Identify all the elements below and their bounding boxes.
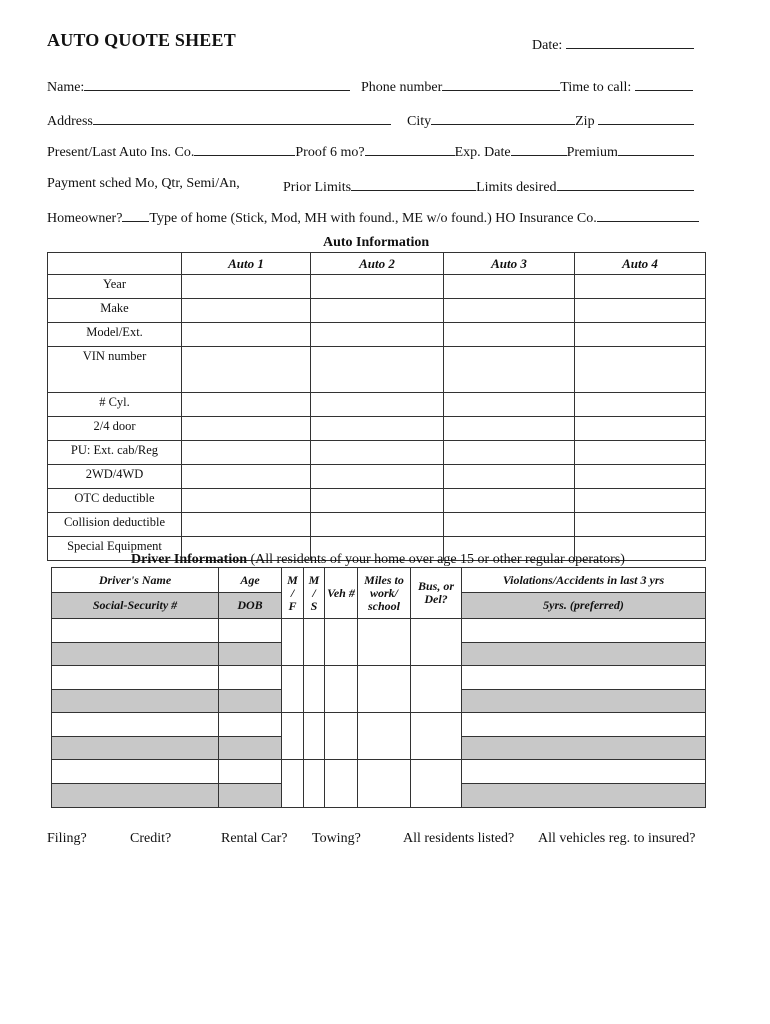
row-label-wd: 2WD/4WD: [48, 465, 182, 489]
bus-cell[interactable]: [410, 665, 462, 713]
auto-cell[interactable]: [311, 513, 444, 537]
proof-line[interactable]: [365, 141, 455, 156]
dob-cell[interactable]: [218, 783, 282, 808]
table-row: [48, 417, 706, 441]
filing-question: Filing?: [47, 831, 87, 846]
ho-insurance-line[interactable]: [597, 207, 699, 222]
five-yrs-cell[interactable]: [461, 783, 706, 808]
date-label: Date:: [532, 38, 563, 53]
age-cell[interactable]: [218, 712, 282, 737]
table-row: [48, 275, 706, 299]
name-line[interactable]: [84, 76, 350, 91]
row-label-pu: PU: Ext. cab/Reg: [48, 441, 182, 465]
mf-cell[interactable]: [281, 618, 304, 666]
driver-info-subtitle: (All residents of your home over age 15 or other regular operators): [250, 552, 625, 567]
bus-cell[interactable]: [410, 618, 462, 666]
auto-1-header: Auto 1: [182, 253, 311, 275]
phone-field[interactable]: [361, 76, 693, 96]
five-yrs-cell[interactable]: [461, 642, 706, 666]
auto-cell[interactable]: [444, 299, 575, 323]
auto-cell[interactable]: [182, 275, 311, 299]
auto-cell[interactable]: [311, 489, 444, 513]
auto-cell[interactable]: [444, 275, 575, 299]
ms-cell[interactable]: [303, 712, 325, 760]
bus-cell[interactable]: [410, 712, 462, 760]
driver-name-cell[interactable]: [51, 618, 219, 643]
driver-name-cell[interactable]: [51, 712, 219, 737]
row-label-collision: Collision deductible: [48, 513, 182, 537]
miles-cell[interactable]: [357, 759, 411, 808]
ssn-header: Social-Security #: [51, 592, 219, 619]
residents-question: All residents listed?: [403, 831, 515, 846]
ssn-cell[interactable]: [51, 783, 219, 808]
auto-cell[interactable]: [444, 393, 575, 417]
driver-info-table: [51, 567, 706, 808]
row-label-model: Model/Ext.: [48, 323, 182, 347]
auto-3-header: Auto 3: [444, 253, 575, 275]
table-row: [48, 441, 706, 465]
table-row: [48, 323, 706, 347]
auto-cell[interactable]: [444, 441, 575, 465]
payment-label: Payment sched Mo, Qtr, Semi/An,: [47, 176, 240, 191]
five-yrs-cell[interactable]: [461, 689, 706, 713]
table-row: [48, 489, 706, 513]
five-yrs-cell[interactable]: [461, 736, 706, 760]
age-header: Age: [218, 567, 282, 593]
limits-desired-label: Limits desired: [476, 180, 557, 195]
vehicles-question: All vehicles reg. to insured?: [538, 831, 696, 846]
homeowner-line[interactable]: [122, 207, 149, 222]
veh-cell[interactable]: [324, 618, 358, 666]
mf-cell[interactable]: [281, 665, 304, 713]
phone-label: Phone number: [361, 80, 443, 95]
auto-cell[interactable]: [311, 323, 444, 347]
mf-cell[interactable]: [281, 759, 304, 808]
ssn-cell[interactable]: [51, 736, 219, 760]
row-label-vin: VIN number: [48, 347, 182, 393]
miles-cell[interactable]: [357, 665, 411, 713]
auto-cell[interactable]: [182, 489, 311, 513]
auto-cell[interactable]: [311, 275, 444, 299]
row-label-otc: OTC deductible: [48, 489, 182, 513]
auto-cell[interactable]: [182, 513, 311, 537]
violations-cell[interactable]: [461, 712, 706, 737]
auto-cell[interactable]: [575, 417, 706, 441]
veh-cell[interactable]: [324, 665, 358, 713]
violations-cell[interactable]: [461, 618, 706, 643]
auto-cell[interactable]: [182, 299, 311, 323]
ms-header: M / S: [303, 567, 325, 619]
table-row: [48, 393, 706, 417]
auto-cell[interactable]: [444, 513, 575, 537]
zip-label: Zip: [575, 114, 595, 129]
auto-cell[interactable]: [311, 299, 444, 323]
insurance-row[interactable]: [47, 141, 694, 161]
auto-header-row: [48, 253, 706, 275]
dob-cell[interactable]: [218, 642, 282, 666]
auto-cell[interactable]: [575, 489, 706, 513]
present-ins-line[interactable]: [194, 141, 295, 156]
city-field[interactable]: [407, 110, 694, 130]
auto-cell[interactable]: [311, 465, 444, 489]
credit-question: Credit?: [130, 831, 172, 846]
auto-cell[interactable]: [182, 465, 311, 489]
driver-info-title: Driver Information: [131, 552, 247, 567]
row-label-door: 2/4 door: [48, 417, 182, 441]
name-field[interactable]: [47, 76, 350, 96]
auto-cell[interactable]: [575, 465, 706, 489]
present-ins-label: Present/Last Auto Ins. Co.: [47, 145, 195, 160]
veh-cell[interactable]: [324, 759, 358, 808]
table-row: [48, 513, 706, 537]
driver-info-heading: [131, 552, 625, 568]
name-label: Name:: [47, 80, 85, 95]
page-title: AUTO QUOTE SHEET: [47, 30, 236, 50]
driver-name-cell[interactable]: [51, 759, 219, 784]
miles-cell[interactable]: [357, 618, 411, 666]
limits-desired-line[interactable]: [557, 176, 694, 191]
dob-cell[interactable]: [218, 689, 282, 713]
row-label-year: Year: [48, 275, 182, 299]
bus-cell[interactable]: [410, 759, 462, 808]
prior-limits-label: Prior Limits: [283, 180, 352, 195]
premium-label: Premium: [566, 145, 618, 160]
auto-cell[interactable]: [182, 417, 311, 441]
exp-date-label: Exp. Date: [454, 145, 511, 160]
time-to-call-line[interactable]: [635, 76, 693, 91]
auto-cell[interactable]: [575, 513, 706, 537]
homeowner-row[interactable]: [47, 207, 699, 227]
mf-header: M / F: [281, 567, 304, 619]
auto-header-blank: [48, 253, 182, 275]
violations-cell[interactable]: [461, 665, 706, 690]
premium-line[interactable]: [618, 141, 694, 156]
auto-info-title: Auto Information: [323, 235, 430, 250]
miles-header: Miles to work/ school: [357, 567, 411, 619]
table-row: [48, 465, 706, 489]
auto-cell[interactable]: [575, 393, 706, 417]
auto-cell[interactable]: [182, 393, 311, 417]
auto-cell[interactable]: [182, 347, 311, 393]
auto-cell[interactable]: [444, 417, 575, 441]
ssn-cell[interactable]: [51, 642, 219, 666]
row-label-make: Make: [48, 299, 182, 323]
towing-question: Towing?: [312, 831, 361, 846]
auto-cell[interactable]: [182, 323, 311, 347]
auto-info-table: [47, 252, 706, 561]
auto-cell[interactable]: [444, 347, 575, 393]
age-cell[interactable]: [218, 759, 282, 784]
auto-cell[interactable]: [444, 323, 575, 347]
date-line[interactable]: [566, 34, 694, 49]
ssn-cell[interactable]: [51, 689, 219, 713]
zip-line[interactable]: [598, 110, 694, 125]
homeowner-label: Homeowner?: [47, 211, 123, 226]
auto-cell[interactable]: [575, 323, 706, 347]
time-to-call-label: Time to call:: [560, 80, 632, 95]
proof-label: Proof 6 mo?: [295, 145, 365, 160]
ms-cell[interactable]: [303, 759, 325, 808]
auto-cell[interactable]: [311, 417, 444, 441]
dob-header: DOB: [218, 592, 282, 619]
age-cell[interactable]: [218, 665, 282, 690]
auto-cell[interactable]: [444, 489, 575, 513]
auto-cell[interactable]: [182, 441, 311, 465]
violations-cell[interactable]: [461, 759, 706, 784]
dob-cell[interactable]: [218, 736, 282, 760]
auto-2-header: Auto 2: [311, 253, 444, 275]
prior-limits-line[interactable]: [351, 176, 476, 191]
date-field[interactable]: [532, 34, 694, 54]
driver-name-cell[interactable]: [51, 665, 219, 690]
auto-cell[interactable]: [311, 393, 444, 417]
row-label-cyl: # Cyl.: [48, 393, 182, 417]
city-label: City: [407, 114, 432, 129]
veh-header: Veh #: [324, 567, 358, 619]
address-field[interactable]: [47, 110, 391, 130]
auto-cell[interactable]: [311, 347, 444, 393]
auto-cell[interactable]: [575, 275, 706, 299]
type-of-home-label: Type of home (Stick, Mod, MH with found., ME w/o found.) HO Insurance Co.: [149, 211, 597, 226]
drivers-name-header: Driver's Name: [51, 567, 219, 593]
city-line[interactable]: [431, 110, 575, 125]
address-label: Address: [47, 114, 93, 129]
exp-date-line[interactable]: [511, 141, 567, 156]
ms-cell[interactable]: [303, 665, 325, 713]
age-cell[interactable]: [218, 618, 282, 643]
phone-line[interactable]: [442, 76, 560, 91]
miles-cell[interactable]: [357, 712, 411, 760]
auto-cell[interactable]: [575, 347, 706, 393]
rental-car-question: Rental Car?: [221, 831, 288, 846]
auto-4-header: Auto 4: [575, 253, 706, 275]
auto-cell[interactable]: [575, 299, 706, 323]
limits-row[interactable]: [283, 176, 694, 196]
veh-cell[interactable]: [324, 712, 358, 760]
auto-cell[interactable]: [444, 465, 575, 489]
table-row: [48, 299, 706, 323]
row-label-special: Special Equipment: [48, 537, 182, 561]
auto-cell[interactable]: [311, 441, 444, 465]
ms-cell[interactable]: [303, 618, 325, 666]
auto-cell[interactable]: [575, 441, 706, 465]
bus-header: Bus, or Del?: [410, 567, 462, 619]
table-row: [48, 347, 706, 393]
address-line[interactable]: [93, 110, 391, 125]
mf-cell[interactable]: [281, 712, 304, 760]
violations-header: Violations/Accidents in last 3 yrs: [461, 567, 706, 593]
five-yrs-header: 5yrs. (preferred): [461, 592, 706, 619]
